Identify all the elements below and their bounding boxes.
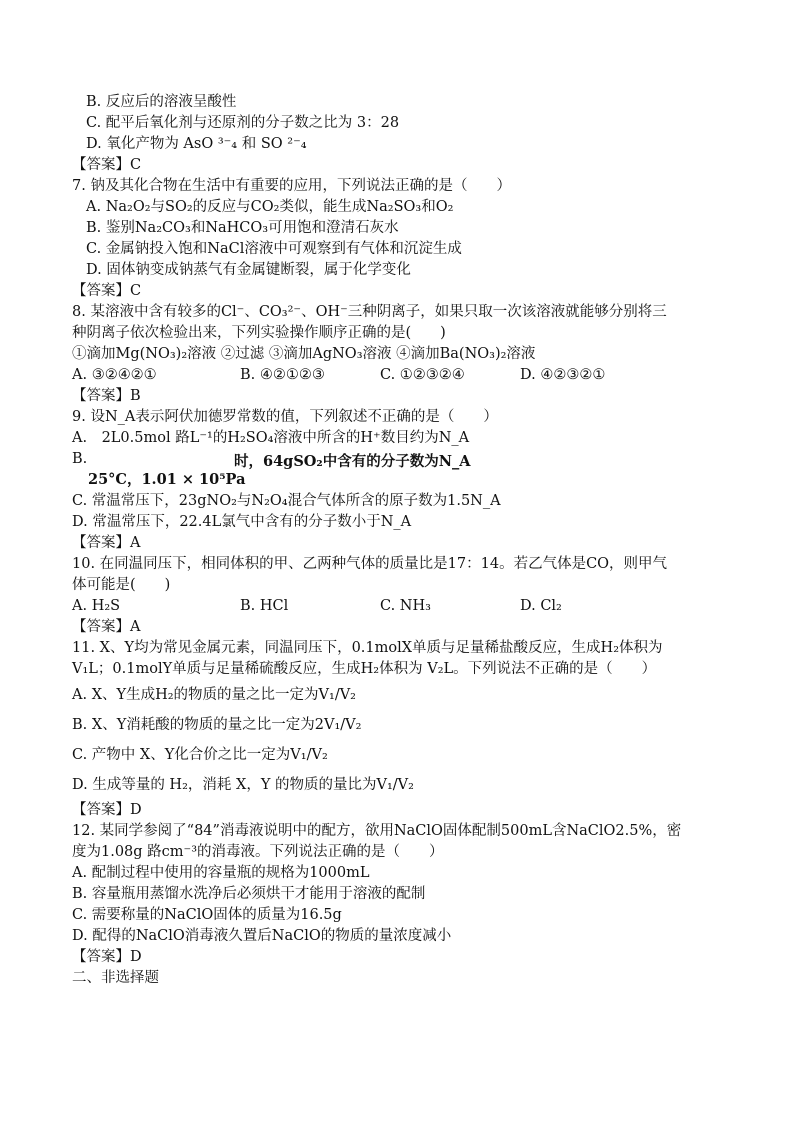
q8-option-d: D. ④②③②①	[520, 367, 606, 383]
q7-option-a: A. Na₂O₂与SO₂的反应与CO₂类似，能生成Na₂SO₃和O₂	[86, 199, 454, 215]
q8-option-b: B. ④②①②③	[240, 367, 325, 383]
q12-stem-line-1: 12. 某同学参阅了“84”消毒液说明中的配方，欲用NaClO固体配制500mL含NaClO2.5%，密	[72, 823, 682, 839]
q10-option-a: A. H₂S	[72, 598, 121, 614]
q11-option-b: B. X、Y消耗酸的物质的量之比一定为2V₁/V₂	[72, 717, 362, 733]
q11-option-a: A. X、Y生成H₂的物质的量之比一定为V₁/V₂	[72, 687, 356, 703]
q11-answer: 【答案】D	[72, 802, 142, 818]
q12-option-b: B. 容量瓶用蒸馏水洗净后必须烘干才能用于溶液的配制	[72, 886, 426, 902]
q12-option-d: D. 配得的NaClO消毒液久置后NaClO的物质的量浓度减小	[72, 928, 452, 944]
q6-answer: 【答案】C	[72, 157, 142, 173]
q8-option-a: A. ③②④②①	[72, 367, 157, 383]
q9-option-b-text: 时，64gSO₂中含有的分子数为N_A	[234, 453, 471, 470]
q9-option-b-condition: 25°C，1.01 × 10⁵Pa	[88, 471, 246, 488]
q11-option-d: D. 生成等量的 H₂，消耗 X，Y 的物质的量比为V₁/V₂	[72, 777, 414, 793]
q12-stem-line-2: 度为1.08g 路cm⁻³的消毒液。下列说法正确的是（ ）	[72, 844, 444, 860]
q7-stem: 7. 钠及其化合物在生活中有重要的应用，下列说法正确的是（ ）	[72, 178, 511, 194]
q6-option-d: D. 氧化产物为 AsO ³⁻₄ 和 SO ²⁻₄	[86, 136, 307, 152]
q10-options	[72, 596, 732, 617]
q10-option-d: D. Cl₂	[520, 598, 562, 614]
q10-stem-line-1: 10. 在同温同压下，相同体积的甲、乙两种气体的质量比是17：14。若乙气体是CO，则甲气	[72, 556, 668, 572]
q9-option-a: A. 2L0.5mol 路L⁻¹的H₂SO₄溶液中所含的H⁺数目约为N_A	[72, 430, 470, 446]
q12-answer: 【答案】D	[72, 949, 142, 965]
q10-option-c: C. NH₃	[380, 598, 431, 614]
section-heading-non-choice: 二、非选择题	[72, 970, 159, 986]
q8-stem-line-2: 种阴离子依次检验出来，下列实验操作顺序正确的是( )	[72, 325, 446, 341]
q8-steps: ①滴加Mg(NO₃)₂溶液 ②过滤 ③滴加AgNO₃溶液 ④滴加Ba(NO₃)₂溶液	[72, 346, 536, 362]
q11-stem-line-2: V₁L；0.1molY单质与足量稀硫酸反应，生成H₂体积为 V₂L。下列说法不正确的是（ ）	[72, 661, 657, 677]
q8-stem-line-1: 8. 某溶液中含有较多的Cl⁻、CO₃²⁻、OH⁻三种阴离子，如果只取一次该溶液就能够分别将三	[72, 304, 667, 320]
document-content	[72, 92, 732, 989]
q8-option-c: C. ①②③②④	[380, 367, 465, 383]
q9-option-b-label: B.	[72, 451, 88, 467]
q7-answer: 【答案】C	[72, 283, 142, 299]
q10-answer: 【答案】A	[72, 619, 141, 635]
q9-stem: 9. 设N_A表示阿伏加德罗常数的值，下列叙述不正确的是（ ）	[72, 409, 498, 425]
q9-answer: 【答案】A	[72, 535, 141, 551]
q10-stem-line-2: 体可能是( )	[72, 577, 171, 593]
q8-answer: 【答案】B	[72, 388, 141, 404]
q7-option-c: C. 金属钠投入饱和NaCl溶液中可观察到有气体和沉淀生成	[86, 241, 462, 257]
q6-option-c: C. 配平后氧化剂与还原剂的分子数之比为 3：28	[86, 115, 400, 131]
q9-option-d: D. 常温常压下，22.4L氯气中含有的分子数小于N_A	[72, 514, 412, 530]
q12-option-a: A. 配制过程中使用的容量瓶的规格为1000mL	[72, 865, 370, 881]
q9-option-c: C. 常温常压下，23gNO₂与N₂O₄混合气体所含的原子数为1.5N_A	[72, 493, 501, 509]
q11-stem-line-1: 11. X、Y均为常见金属元素，同温同压下，0.1molX单质与足量稀盐酸反应，生成H₂体积为	[72, 640, 663, 656]
q12-option-c: C. 需要称量的NaClO固体的质量为16.5g	[72, 907, 342, 923]
q10-option-b: B. HCl	[240, 598, 289, 614]
q8-options	[72, 365, 732, 386]
q11-option-c: C. 产物中 X、Y化合价之比一定为V₁/V₂	[72, 747, 328, 763]
q7-option-b: B. 鉴别Na₂CO₃和NaHCO₃可用饱和澄清石灰水	[86, 220, 399, 236]
q6-option-b: B. 反应后的溶液呈酸性	[86, 94, 237, 110]
q9-option-b	[72, 449, 732, 491]
q7-option-d: D. 固体钠变成钠蒸气有金属键断裂，属于化学变化	[86, 262, 411, 278]
